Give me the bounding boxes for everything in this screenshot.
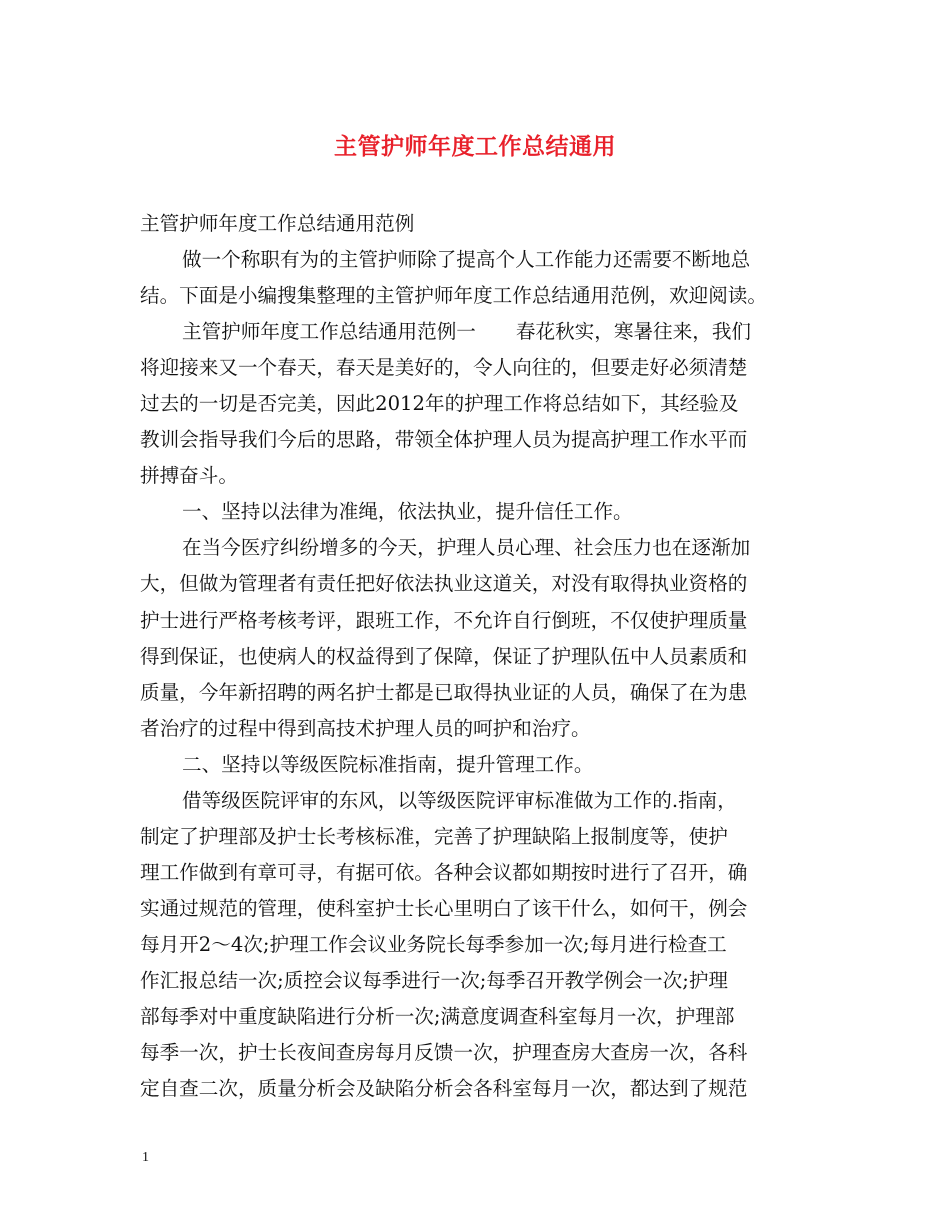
paragraph-line: 每月开2～4次;护理工作会议业务院长每季参加一次;每月进行检查工 xyxy=(140,932,727,956)
paragraph-line: 教训会指导我们今后的思路，带领全体护理人员为提高护理工作水平而 xyxy=(140,428,748,452)
paragraph-line: 质量，今年新招聘的两名护士都是已取得执业证的人员，确保了在为患 xyxy=(140,680,748,704)
paragraph-line: 借等级医院评审的东风，以等级医院评审标准做为工作的.指南， xyxy=(182,788,737,812)
subtitle-line: 主管护师年度工作总结通用范例 xyxy=(140,212,415,235)
paragraph-line: 作汇报总结一次;质控会议每季进行一次;每季召开教学例会一次;护理 xyxy=(140,968,729,992)
paragraph-line: 者治疗的过程中得到高技术护理人员的呵护和治疗。 xyxy=(140,716,591,740)
paragraph-line: 拼搏奋斗。 xyxy=(140,464,238,488)
paragraph-line: 护士进行严格考核考评，跟班工作，不允许自行倒班，不仅使护理质量 xyxy=(140,608,748,632)
section-heading: 二、坚持以等级医院标准指南，提升管理工作。 xyxy=(182,752,594,776)
document-body xyxy=(140,206,830,1107)
paragraph-line: 将迎接来又一个春天，春天是美好的，令人向往的，但要走好必须清楚 xyxy=(140,356,748,380)
page-number: 1 xyxy=(142,1150,149,1165)
paragraph-line: 制定了护理部及护士长考核标准，完善了护理缺陷上报制度等，使护 xyxy=(140,824,728,848)
paragraph-line: 在当今医疗纠纷增多的今天，护理人员心理、社会压力也在逐渐加 xyxy=(182,536,751,560)
paragraph-line: 过去的一切是否完美，因此2012年的护理工作将总结如下，其经验及 xyxy=(140,392,739,416)
paragraph-line: 做一个称职有为的主管护师除了提高个人工作能力还需要不断地总 xyxy=(182,248,751,272)
section-heading: 主管护师年度工作总结通用范例一 xyxy=(182,320,476,344)
document-title: 主管护师年度工作总结通用 xyxy=(334,133,616,160)
paragraph-line: 大，但做为管理者有责任把好依法执业这道关，对没有取得执业资格的 xyxy=(140,572,748,596)
section-heading: 一、坚持以法律为准绳，依法执业，提升信任工作。 xyxy=(182,500,633,524)
paragraph-line: 定自查二次，质量分析会及缺陷分析会各科室每月一次，都达到了规范 xyxy=(140,1077,748,1101)
paragraph-text: 春花秋实，寒暑往来，我们 xyxy=(515,320,752,344)
paragraph-line: 每季一次，护士长夜间查房每月反馈一次，护理查房大查房一次，各科 xyxy=(140,1041,748,1065)
paragraph-line: 结。下面是小编搜集整理的主管护师年度工作总结通用范例，欢迎阅读。 xyxy=(140,284,767,308)
paragraph-line: 部每季对中重度缺陷进行分析一次;满意度调查科室每月一次，护理部 xyxy=(140,1005,735,1029)
paragraph-line: 实通过规范的管理，使科室护士长心里明白了该干什么，如何干，例会 xyxy=(140,896,748,920)
paragraph-line: 理工作做到有章可寻，有据可依。各种会议都如期按时进行了召开，确 xyxy=(140,860,748,884)
paragraph-line xyxy=(140,314,830,350)
paragraph-line: 得到保证，也使病人的权益得到了保障，保证了护理队伍中人员素质和 xyxy=(140,644,748,668)
